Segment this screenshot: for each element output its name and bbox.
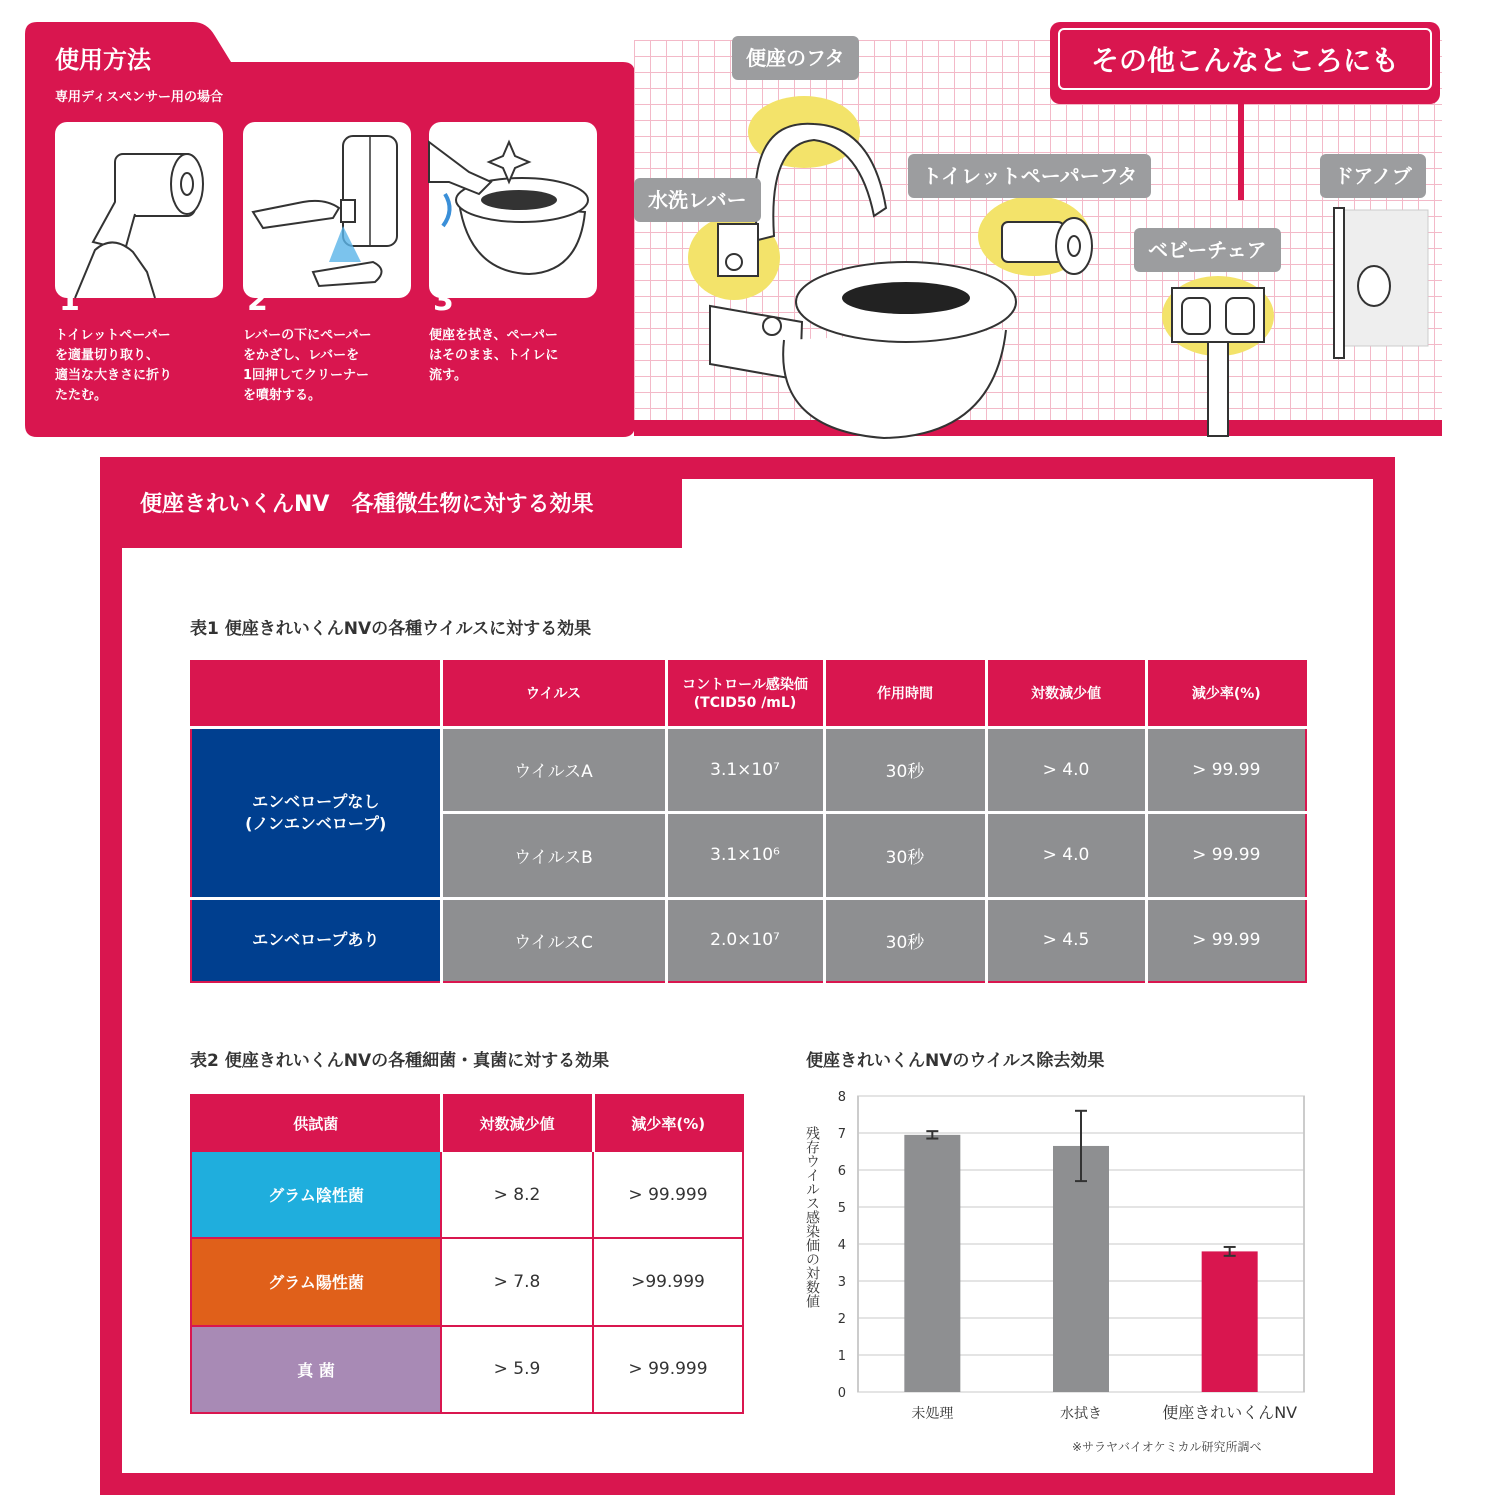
bacteria-effect-table	[190, 1094, 744, 1414]
virus-removal-chart	[800, 1080, 1320, 1430]
step-3-illustration	[429, 122, 597, 318]
cell-control: 3.1×10⁶	[666, 813, 824, 899]
table2-header-organism: 供試菌	[191, 1095, 441, 1151]
bar	[904, 1135, 960, 1392]
step-2-illustration	[243, 122, 411, 318]
cell-log: > 4.0	[986, 727, 1146, 813]
step-1-text: トイレットペーパー を適量切り取り、 適当な大きさに折り たたむ。	[55, 328, 173, 403]
cell-time: 30秒	[824, 727, 986, 813]
header-stem	[1238, 100, 1244, 200]
bar	[1202, 1251, 1258, 1392]
door-knob-icon	[1358, 266, 1390, 306]
chart-title: 便座きれいくんNVのウイルス除去効果	[806, 1051, 1105, 1071]
table1-header-time: 作用時間	[824, 661, 986, 727]
y-tick-label: 7	[837, 1127, 846, 1142]
y-tick-label: 4	[837, 1238, 846, 1253]
virus-effect-table	[190, 660, 1307, 983]
step-3-text: 便座を拭き、ペーパー はそのまま、トイレに 流す。	[429, 328, 559, 383]
table2-header-rate: 減少率(%)	[593, 1095, 743, 1151]
cell-control: 2.0×10⁷	[666, 898, 824, 982]
other-places-panel	[634, 40, 1442, 436]
table-row	[191, 1326, 743, 1413]
table1-header-rate: 減少率(%)	[1146, 661, 1306, 727]
cell-rate: > 99.99	[1146, 813, 1306, 899]
dispenser-icon	[243, 122, 411, 298]
group-non-envelope: エンベロープなし (ノンエンベロープ)	[191, 727, 441, 898]
table1-header-control: コントロール感染価 (TCID50 /mL)	[666, 661, 824, 727]
effects-title: 便座きれいくんNV 各種微生物に対する効果	[140, 492, 594, 517]
toilet-bowl-icon	[783, 330, 1006, 438]
step-1-number: 1	[59, 283, 80, 318]
cell-log: > 7.8	[441, 1238, 593, 1325]
label-flush-lever: 水洗レバー	[634, 178, 761, 222]
cell-log: > 4.5	[986, 898, 1146, 982]
y-tick-label: 2	[837, 1312, 846, 1327]
cell-virus: ウイルスC	[441, 898, 666, 982]
step-1-illustration	[55, 122, 223, 318]
paper-roll-icon	[55, 122, 223, 298]
label-paper-cover: トイレットペーパーフタ	[908, 154, 1151, 198]
cell-rate: > 99.99	[1146, 727, 1306, 813]
table1-caption: 表1 便座きれいくんNVの各種ウイルスに対する効果	[190, 619, 592, 639]
cell-organism: グラム陰性菌	[191, 1151, 441, 1238]
table-row	[191, 727, 1306, 813]
cell-time: 30秒	[824, 898, 986, 982]
x-tick-label: 未処理	[911, 1406, 954, 1422]
table1-header-row	[191, 661, 1306, 727]
cell-organism: グラム陽性菌	[191, 1238, 441, 1325]
y-tick-label: 3	[837, 1275, 846, 1290]
cell-time: 30秒	[824, 813, 986, 899]
toilet-lid-icon	[755, 124, 886, 240]
usage-step-1	[55, 122, 223, 406]
y-tick-label: 5	[837, 1201, 846, 1216]
usage-panel	[25, 22, 635, 437]
bar	[1053, 1146, 1109, 1392]
wiping-toilet-icon	[429, 122, 597, 298]
cell-rate: > 99.99	[1146, 898, 1306, 982]
cell-rate: > 99.999	[593, 1151, 743, 1238]
other-places-title: その他こんなところにも	[1058, 28, 1432, 90]
table2-caption: 表2 便座きれいくんNVの各種細菌・真菌に対する効果	[190, 1051, 610, 1071]
cell-log: > 8.2	[441, 1151, 593, 1238]
cell-rate: >99.999	[593, 1238, 743, 1325]
label-baby-chair: ベビーチェア	[1134, 228, 1281, 272]
table1-header-blank	[191, 661, 441, 727]
cell-log: > 4.0	[986, 813, 1146, 899]
x-tick-label: 便座きれいくんNV	[1162, 1403, 1298, 1422]
label-toilet-lid: 便座のフタ	[732, 36, 859, 80]
table1-header-virus: ウイルス	[441, 661, 666, 727]
step-2-text: レバーの下にペーパー をかざし、レバーを 1回押してクリーナー を噴射する。	[243, 328, 372, 403]
cell-virus: ウイルスA	[441, 727, 666, 813]
table1-header-log: 対数減少値	[986, 661, 1146, 727]
label-door-knob: ドアノブ	[1320, 154, 1426, 198]
paper-holder-icon	[1002, 222, 1064, 262]
table-row	[191, 898, 1306, 982]
cell-control: 3.1×10⁷	[666, 727, 824, 813]
cell-rate: > 99.999	[593, 1326, 743, 1413]
table2-header-row	[191, 1095, 743, 1151]
chart-source-note: ※サラヤバイオケミカル研究所調べ	[1072, 1440, 1262, 1454]
x-tick-label: 水拭き	[1060, 1406, 1102, 1422]
table2-header-log: 対数減少値	[441, 1095, 593, 1151]
step-3-number: 3	[433, 283, 454, 318]
cell-virus: ウイルスB	[441, 813, 666, 899]
usage-subtitle: 専用ディスペンサー用の場合	[55, 90, 223, 105]
table-row	[191, 1238, 743, 1325]
group-envelope: エンベロープあり	[191, 898, 441, 982]
other-places-header	[1050, 22, 1440, 104]
usage-step-3	[429, 122, 597, 386]
y-tick-label: 8	[837, 1090, 846, 1105]
cell-log: > 5.9	[441, 1326, 593, 1413]
y-axis-label: 残存ウイルス感染価の対数値	[804, 1126, 820, 1308]
table-row	[191, 1151, 743, 1238]
usage-step-2	[243, 122, 411, 406]
cell-organism: 真 菌	[191, 1326, 441, 1413]
y-tick-label: 6	[837, 1164, 846, 1179]
effects-title-tab	[100, 470, 682, 548]
usage-title: 使用方法	[55, 46, 151, 74]
y-tick-label: 0	[837, 1386, 846, 1401]
step-2-number: 2	[247, 283, 268, 318]
y-tick-label: 1	[837, 1349, 846, 1364]
